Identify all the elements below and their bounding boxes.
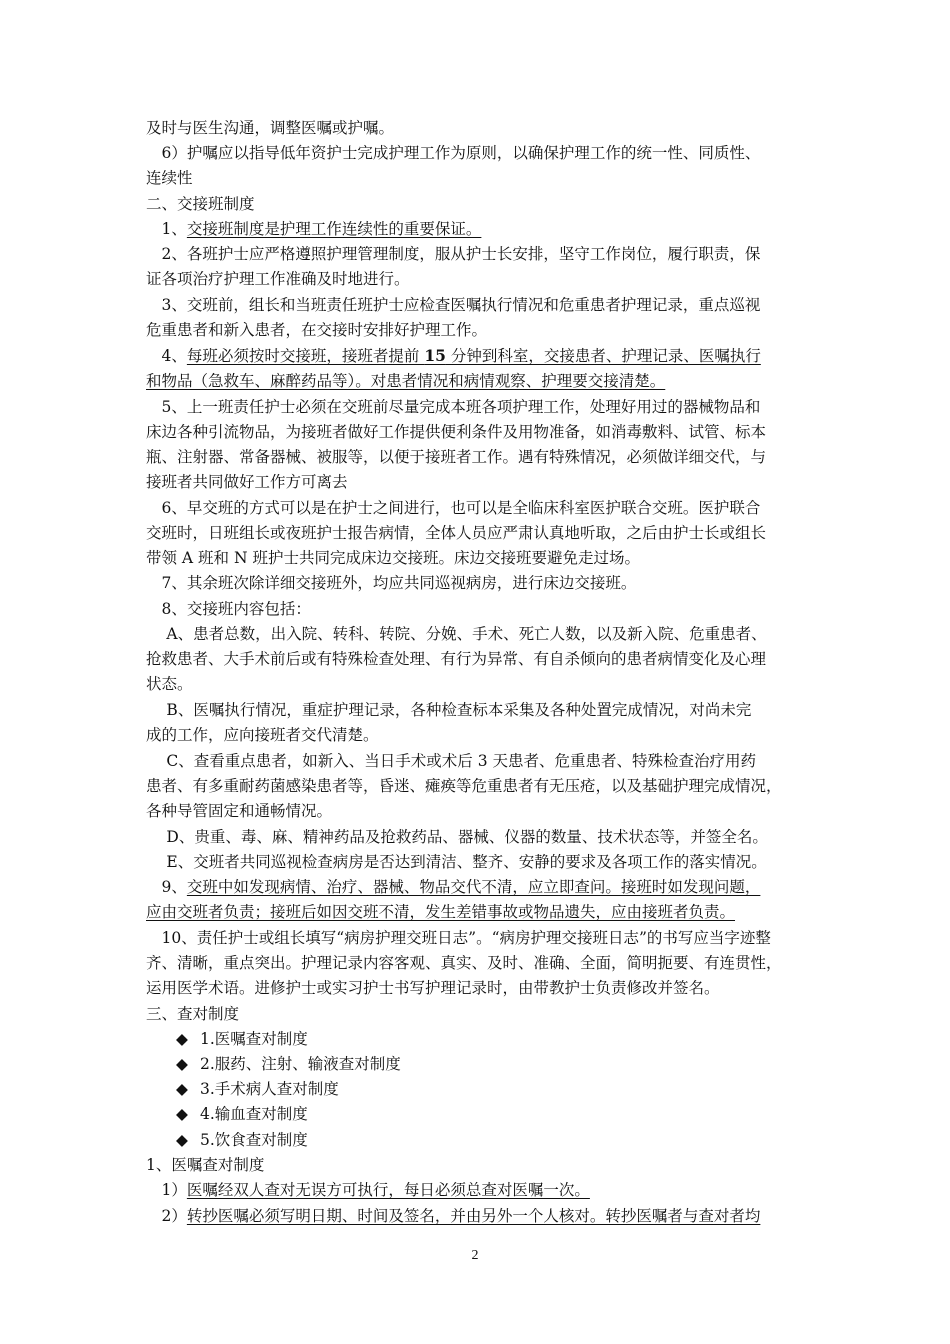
line-text: 齐、清晰，重点突出。护理记录内容客观、真实、及时、准确、全面，简明扼要、有连贯性， <box>146 954 782 972</box>
text-line <box>146 118 811 138</box>
line-text: 9、 <box>146 878 187 896</box>
line-text: 7、其余班次除详细交接班外，均应共同巡视病房，进行床边交接班。 <box>146 574 637 592</box>
line-text: 瓶、注射器、常备器械、被服等，以便于接班者工作。遇有特殊情况，必须做详细交代，与 <box>146 448 767 466</box>
line-text: A、患者总数，出入院、转科、转院、分娩、手术、死亡人数，以及新入院、危重患者、 <box>146 625 767 643</box>
line-text: 3、交班前，组长和当班责任班护士应检查医嘱执行情况和危重患者护理记录，重点巡视 <box>146 296 761 314</box>
diamond-bullet-icon: ◆ <box>176 1030 188 1048</box>
text-line <box>146 472 811 492</box>
text-line <box>146 523 811 543</box>
line-text: 运用医学术语。进修护士或实习护士书写护理记录时，由带教护士负责修改并签名。 <box>146 979 720 997</box>
line-text: 1.医嘱查对制度 <box>200 1030 308 1048</box>
line-text: 6）护嘱应以指导低年资护士完成护理工作为原则，以确保护理工作的统一性、同质性、 <box>146 144 761 162</box>
text-line <box>146 219 811 239</box>
text-line <box>146 674 811 694</box>
text-line <box>176 1079 841 1099</box>
text-line <box>146 447 811 467</box>
line-text: 状态。 <box>146 675 193 693</box>
line-text: 三、查对制度 <box>146 1005 240 1023</box>
text-line <box>146 928 811 948</box>
underlined-text: 转抄医嘱必须写明日期、时间及签名，并由另外一个人核对。转抄医嘱者与查对者均 <box>186 1207 761 1225</box>
underlined-text: 分钟到科室，交接患者、护理记录、医嘱执行 <box>445 347 761 365</box>
text-line <box>146 143 811 163</box>
text-line <box>146 295 811 315</box>
text-line <box>176 1029 841 1049</box>
line-text: 1、医嘱查对制度 <box>146 1156 265 1174</box>
line-text: 接班者共同做好工作方可离去 <box>146 473 348 491</box>
text-line <box>146 751 811 771</box>
text-line <box>146 599 811 619</box>
line-text: 1、 <box>146 220 187 238</box>
line-text: 交班时，日班组长或夜班护士报告病情，全体人员应严肃认真地听取，之后由护士长或组长 <box>146 524 767 542</box>
line-text: 带领 A 班和 N 班护士共同完成床边交接班。床边交接班要避免走过场。 <box>146 549 640 567</box>
text-line <box>146 194 811 214</box>
line-text: 3.手术病人查对制度 <box>200 1080 339 1098</box>
text-line <box>146 776 811 796</box>
line-text: 连续性 <box>146 169 193 187</box>
line-text: 危重患者和新入患者，在交接时安排好护理工作。 <box>146 321 488 339</box>
line-text: 证各项治疗护理工作准确及时地进行。 <box>146 270 410 288</box>
line-text: C、查看重点患者，如新入、当日手术或术后 3 天患者、危重患者、特殊检查治疗用药 <box>146 752 757 770</box>
line-text: 床边各种引流物品，为接班者做好工作提供便利条件及用物准备，如消毒敷料、试管、标本 <box>146 423 767 441</box>
underlined-text: 交接班制度是护理工作连续性的重要保证。 <box>186 220 482 238</box>
line-text: 8、交接班内容包括： <box>146 600 311 618</box>
line-text: 4、 <box>146 347 187 365</box>
text-line <box>176 1130 841 1150</box>
line-text: 二、交接班制度 <box>146 195 255 213</box>
text-line <box>146 320 811 340</box>
text-line <box>146 801 811 821</box>
underlined-text: 医嘱经双人查对无误方可执行，每日必须总查对医嘱一次。 <box>186 1181 590 1199</box>
text-line <box>146 725 811 745</box>
diamond-bullet-icon: ◆ <box>176 1055 188 1073</box>
line-text: 10、责任护士或组长填写“病房护理交班日志”。“病房护理交接班日志”的书写应当字迹整 <box>146 929 771 947</box>
line-text: 5、上一班责任护士必须在交班前尽量完成本班各项护理工作，处理好用过的器械物品和 <box>146 398 761 416</box>
text-line <box>146 548 811 568</box>
text-line <box>146 1206 811 1226</box>
text-line <box>146 498 811 518</box>
text-line <box>146 1004 811 1024</box>
line-text: E、交班者共同巡视检查病房是否达到清洁、整齐、安静的要求及各项工作的落实情况。 <box>146 853 767 871</box>
line-text: 成的工作，应向接班者交代清楚。 <box>146 726 379 744</box>
text-line <box>146 573 811 593</box>
bold-underlined-text: 15 <box>424 346 446 365</box>
line-text: 5.饮食查对制度 <box>200 1131 308 1149</box>
text-line <box>146 624 811 644</box>
diamond-bullet-icon: ◆ <box>176 1131 188 1149</box>
text-line <box>146 700 811 720</box>
diamond-bullet-icon: ◆ <box>176 1080 188 1098</box>
text-line <box>176 1104 841 1124</box>
underlined-text: 每班必须按时交接班，接班者提前 <box>186 347 425 365</box>
text-line <box>146 902 811 922</box>
underlined-text: 交班中如发现病情、治疗、器械、物品交代不清，应立即查问。接班时如发现问题， <box>186 878 761 896</box>
text-line <box>146 1155 811 1175</box>
text-line <box>146 371 811 391</box>
text-line <box>146 168 811 188</box>
line-text: 4.输血查对制度 <box>200 1105 308 1123</box>
text-line <box>146 346 811 366</box>
text-line <box>146 1180 811 1200</box>
line-text: 2、各班护士应严格遵照护理管理制度，服从护士长安排，坚守工作岗位，履行职责，保 <box>146 245 761 263</box>
line-text: D、贵重、毒、麻、精神药品及抢救药品、器械、仪器的数量、技术状态等，并签全名。 <box>146 828 768 846</box>
line-text: B、医嘱执行情况，重症护理记录，各种检查标本采集及各种处置完成情况，对尚未完 <box>146 701 752 719</box>
text-line <box>146 244 811 264</box>
line-text: 患者、有多重耐药菌感染患者等，昏迷、瘫痪等危重患者有无压疮，以及基础护理完成情况， <box>146 777 782 795</box>
text-line <box>146 852 811 872</box>
underlined-text: 和物品（急救车、麻醉药品等）。对患者情况和病情观察、护理要交接清楚。 <box>146 372 666 390</box>
text-line <box>146 978 811 998</box>
line-text: 及时与医生沟通，调整医嘱或护嘱。 <box>146 119 395 137</box>
underlined-text: 应由交班者负责；接班后如因交班不清，发生差错事故或物品遗失，应由接班者负责。 <box>146 903 736 921</box>
text-line <box>146 422 811 442</box>
diamond-bullet-icon: ◆ <box>176 1105 188 1123</box>
line-text: 1） <box>146 1181 187 1199</box>
line-text: 2） <box>146 1207 187 1225</box>
text-line <box>146 827 811 847</box>
line-text: 6、早交班的方式可以是在护士之间进行，也可以是全临床科室医护联合交班。医护联合 <box>146 499 761 517</box>
page-number: 2 <box>471 1248 479 1263</box>
text-line <box>146 953 811 973</box>
text-line <box>146 649 811 669</box>
text-line <box>146 269 811 289</box>
text-line <box>146 877 811 897</box>
text-line <box>146 397 811 417</box>
text-line <box>176 1054 841 1074</box>
line-text: 2.服药、注射、输液查对制度 <box>200 1055 401 1073</box>
line-text: 抢救患者、大手术前后或有特殊检查处理、有行为异常、有自杀倾向的患者病情变化及心理 <box>146 650 767 668</box>
line-text: 各种导管固定和通畅情况。 <box>146 802 333 820</box>
